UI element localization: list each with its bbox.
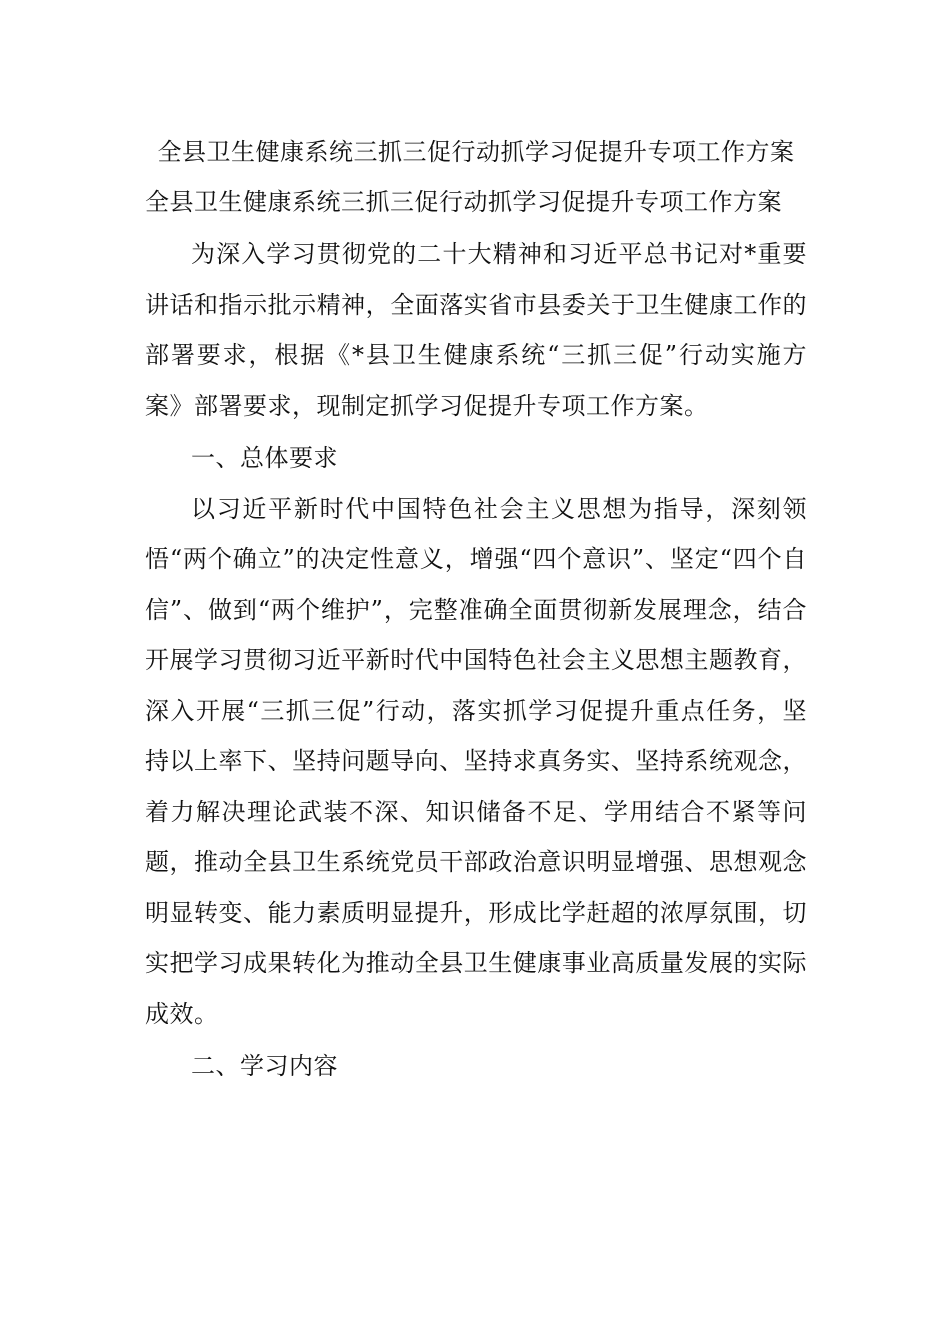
- document-subtitle: 全县卫生健康系统三抓三促行动抓学习促提升专项工作方案: [145, 188, 782, 216]
- document-body: [145, 128, 807, 1092]
- section-heading-general-requirements: 一、总体要求: [191, 444, 338, 472]
- intro-paragraph: 为深入学习贯彻党的二十大精神和习近平总书记对*重要讲话和指示批示精神，全面落实省市县委关于卫生健康工作的部署要求，根据《*县卫生健康系统“三抓三促”行动实施方案》部署要求，现制定抓学习促提升专项工作方案。: [145, 240, 807, 420]
- document-title: 全县卫生健康系统三抓三促行动抓学习促提升专项工作方案: [157, 138, 795, 166]
- section-body-general-requirements: 以习近平新时代中国特色社会主义思想为指导，深刻领悟“两个确立”的决定性意义，增强“四个意识”、坚定“四个自信”、做到“两个维护”，完整准确全面贯彻新发展理念，结合开展学习贯彻习近平新时代中国特色社会主义思想主题教育，深入开展“三抓三促”行动，落实抓学习促提升重点任务，坚持以上率下、坚持问题导向、坚持求真务实、坚持系统观念，着力解决理论武装不深、知识储备不足、学用结合不紧等问题，推动全县卫生系统党员干部政治意识明显增强、思想观念明显转变、能力素质明显提升，形成比学赶超的浓厚氛围，切实把学习成果转化为推动全县卫生健康事业高质量发展的实际成效。: [145, 494, 807, 1028]
- section-heading-study-content: 二、学习内容: [191, 1052, 338, 1080]
